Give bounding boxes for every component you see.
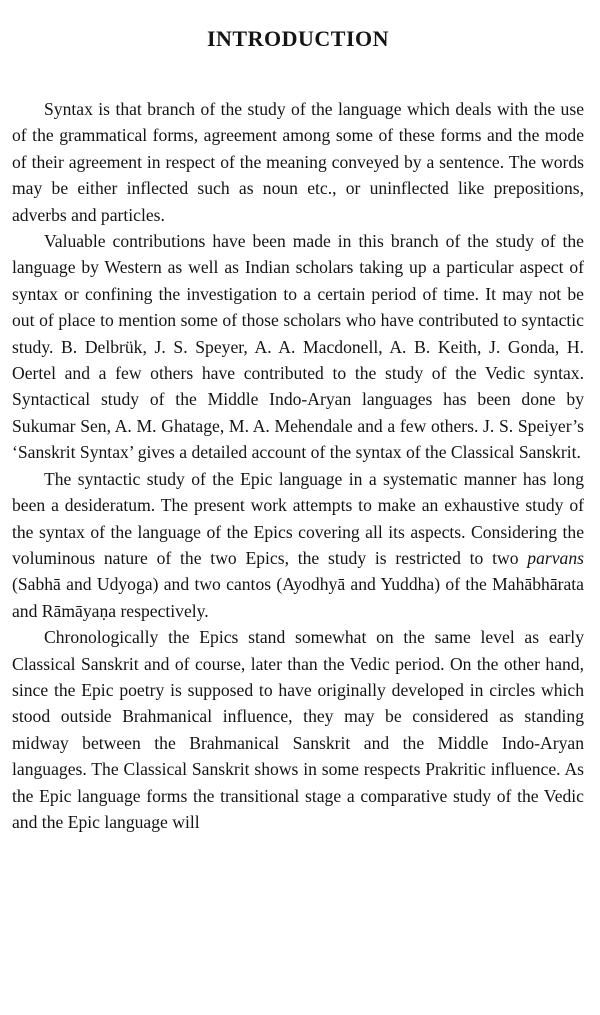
document-body [12, 96, 584, 835]
italic-term: parvans [527, 547, 584, 568]
body-paragraph [12, 96, 584, 228]
body-paragraph [12, 228, 584, 466]
body-paragraph [12, 466, 584, 624]
body-paragraph [12, 624, 584, 835]
paragraph-text: The syntactic study of the Epic language in a systematic manner has long been a desideratum. The present work attempts to make an exhaustive study of the syntax of the language of the Epics covering all its aspects. Considering the voluminous nature of the two Epics, the study is restricted to two [12, 468, 584, 568]
page-title: INTRODUCTION [206, 26, 390, 51]
paragraph-text: Syntax is that branch of the study of the language which deals with the use of the grammatical forms, agreement among some of these forms and the mode of their agreement in respect of the meaning conveyed by a sentence. The words may be either inflected such as noun etc., or uninflected like prepositions, adverbs and particles. [12, 99, 584, 225]
paragraph-text: (Sabhā and Udyoga) and two cantos (Ayodhyā and Yuddha) of the Mahābhārata and Rāmāyaṇa respectively. [12, 574, 584, 621]
document-page [12, 22, 584, 835]
paragraph-text: Chronologically the Epics stand somewhat on the same level as early Classical Sanskrit and of course, later than the Vedic period. On the other hand, since the Epic poetry is supposed to have originally developed in circles which stood outside Brahmanical influence, they may be considered as standing midway between the Brahmanical Sanskrit and the Middle Indo-Aryan languages. The Classical Sanskrit shows in some respects Prakritic influence. As the Epic language forms the transitional stage a comparative study of the Vedic and the Epic language will [12, 627, 584, 832]
paragraph-text: Valuable contributions have been made in this branch of the study of the language by Western as well as Indian scholars taking up a particular aspect of syntax or confining the investigation to a certain period of time. It may not be out of place to mention some of those scholars who have contributed to syntactic study. B. Delbrük, J. S. Speyer, A. A. Macdonell, A. B. Keith, J. Gonda, H. Oertel and a few others have contributed to the study of the Vedic syntax. Syntactical study of the Middle Indo-Aryan languages has been done by Sukumar Sen, A. M. Ghatage, M. A. Mehendale and a few others. J. S. Speiyer’s ‘Sanskrit Syntax’ gives a detailed account of the syntax of the Classical Sanskrit. [12, 231, 584, 463]
